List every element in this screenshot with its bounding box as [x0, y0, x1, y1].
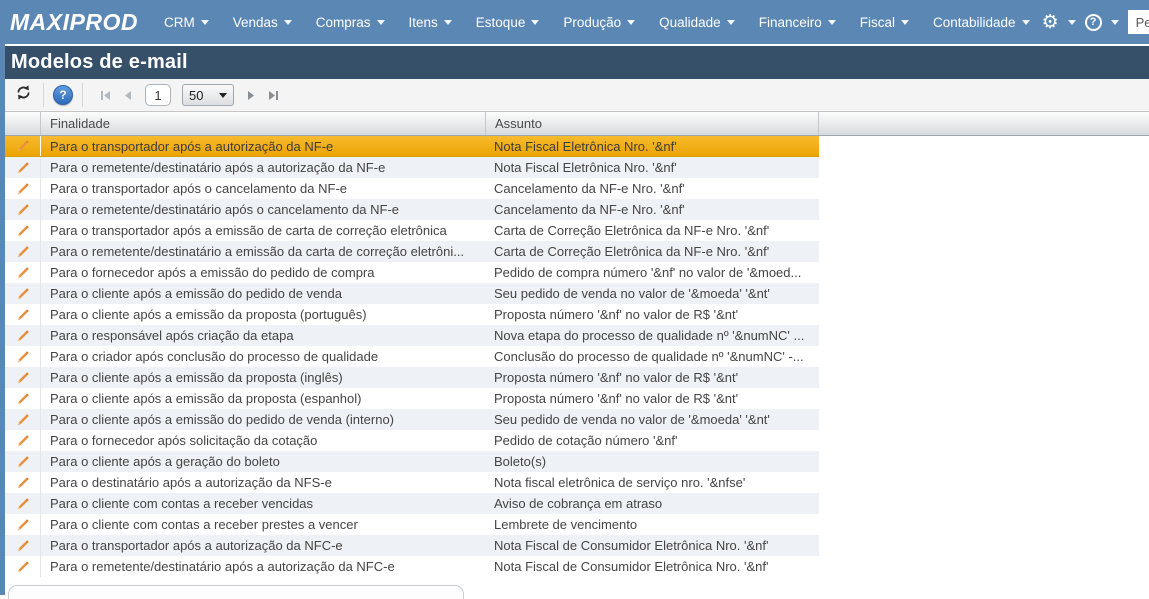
- chevron-down-icon: [1022, 20, 1030, 25]
- page-size-value: 50: [189, 87, 204, 103]
- edit-cell[interactable]: [5, 556, 41, 577]
- page-title: Modelos de e-mail: [11, 51, 188, 73]
- row-assunto: Pedido de cotação número '&nf': [494, 433, 678, 448]
- grid-help-button[interactable]: ?: [53, 85, 73, 105]
- bottom-panel-edge: [8, 585, 464, 599]
- row-finalidade: Para o cliente após a emissão da proposta (português): [50, 307, 367, 322]
- edit-cell[interactable]: [5, 346, 41, 367]
- row-finalidade: Para o responsável após criação da etapa: [50, 328, 294, 343]
- table-row[interactable]: [5, 367, 819, 388]
- column-header-finalidade[interactable]: Finalidade: [41, 112, 486, 135]
- row-finalidade: Para o cliente com contas a receber prestes a vencer: [50, 517, 358, 532]
- table-row[interactable]: [5, 157, 819, 178]
- grid-toolbar: [0, 79, 1149, 112]
- grid-header-row: [5, 112, 1149, 136]
- last-page-button[interactable]: [265, 88, 281, 103]
- menu-item-label: Compras: [315, 14, 371, 30]
- table-row[interactable]: [5, 472, 819, 493]
- menu-item-label: Itens: [408, 14, 438, 30]
- menu-item-itens[interactable]: [397, 0, 464, 44]
- pencil-icon: [16, 329, 30, 343]
- row-assunto: Nota Fiscal Eletrônica Nro. '&nf': [494, 138, 677, 154]
- page-title-bar: [0, 44, 1149, 79]
- row-assunto: Proposta número '&nf' no valor de R$ '&nt': [494, 370, 739, 385]
- table-row[interactable]: [5, 325, 819, 346]
- table-row[interactable]: [5, 220, 819, 241]
- chevron-down-icon: [201, 20, 209, 25]
- column-header-assunto[interactable]: Assunto: [486, 112, 819, 135]
- pencil-icon: [16, 245, 30, 259]
- chevron-down-icon: [444, 20, 452, 25]
- table-row[interactable]: [5, 493, 819, 514]
- row-finalidade: Para o cliente com contas a receber vencidas: [50, 496, 314, 511]
- refresh-button[interactable]: [12, 84, 34, 106]
- row-finalidade: Para o transportador após a autorização da NFC-e: [50, 538, 343, 553]
- row-finalidade: Para o destinatário após a autorização da NFS-e: [50, 475, 332, 490]
- menu-item-label: CRM: [163, 14, 195, 30]
- menu-item-qualidade[interactable]: [647, 0, 747, 44]
- chevron-down-icon: [901, 20, 909, 25]
- column-header-edit[interactable]: [5, 112, 41, 135]
- pencil-icon: [16, 266, 30, 280]
- email-templates-grid: [5, 112, 1149, 577]
- row-assunto: Nota fiscal eletrônica de serviço nro. '&nfse': [494, 475, 746, 490]
- row-assunto: Proposta número '&nf' no valor de R$ '&nt': [494, 391, 739, 406]
- menu-item-crm[interactable]: [152, 0, 221, 44]
- top-navbar: [0, 0, 1149, 44]
- menu-item-label: Qualidade: [659, 14, 721, 30]
- row-assunto: Boleto(s): [494, 454, 547, 469]
- edit-cell[interactable]: [5, 136, 41, 156]
- row-assunto: Cancelamento da NF-e Nro. '&nf': [494, 202, 685, 217]
- menu-item-financeiro[interactable]: [747, 0, 848, 44]
- chevron-down-icon[interactable]: [1068, 20, 1076, 25]
- page-size-select[interactable]: [182, 84, 234, 106]
- main-menu: [152, 0, 1042, 44]
- left-border-strip: [0, 44, 5, 595]
- row-finalidade: Para o transportador após a autorização da NF-e: [50, 138, 334, 154]
- pencil-icon: [16, 560, 30, 574]
- pencil-icon: [16, 455, 30, 469]
- navbar-right-group: [1042, 10, 1149, 34]
- table-row[interactable]: [5, 136, 819, 157]
- row-assunto: Carta de Correção Eletrônica da NF-e Nro. '&nf': [494, 244, 770, 259]
- table-row[interactable]: [5, 451, 819, 472]
- edit-cell[interactable]: [5, 325, 41, 346]
- table-row[interactable]: [5, 535, 819, 556]
- edit-cell[interactable]: [5, 241, 41, 262]
- menu-item-label: Fiscal: [859, 14, 895, 30]
- refresh-icon: [15, 84, 32, 106]
- row-finalidade: Para o remetente/destinatário após o cancelamento da NF-e: [50, 202, 400, 217]
- pencil-icon: [16, 518, 30, 532]
- row-finalidade: Para o criador após conclusão do processo de qualidade: [50, 349, 379, 364]
- table-row[interactable]: [5, 283, 819, 304]
- chevron-down-icon: [531, 20, 539, 25]
- table-row[interactable]: [5, 430, 819, 451]
- row-finalidade: Para o transportador após a emissão de carta de correção eletrônica: [50, 223, 447, 238]
- pencil-icon: [16, 308, 30, 322]
- pencil-icon: [16, 224, 30, 238]
- column-header-filler: [819, 112, 1149, 135]
- chevron-down-icon: [627, 20, 635, 25]
- table-row[interactable]: [5, 514, 819, 535]
- table-row[interactable]: [5, 346, 819, 367]
- chevron-down-icon: [219, 93, 227, 98]
- table-row[interactable]: [5, 199, 819, 220]
- row-finalidade: Para o transportador após o cancelamento da NF-e: [50, 181, 348, 196]
- edit-cell[interactable]: [5, 409, 41, 430]
- menu-item-estoque[interactable]: [464, 0, 552, 44]
- edit-cell[interactable]: [5, 388, 41, 409]
- menu-item-label: Financeiro: [758, 14, 822, 30]
- menu-item-compras[interactable]: [304, 0, 397, 44]
- table-row[interactable]: [5, 262, 819, 283]
- pager: [98, 84, 281, 106]
- edit-cell[interactable]: [5, 199, 41, 220]
- row-finalidade: Para o cliente após a emissão do pedido de venda (interno): [50, 412, 394, 427]
- edit-cell[interactable]: [5, 514, 41, 535]
- pencil-icon: [16, 392, 30, 406]
- menu-item-label: Vendas: [232, 14, 278, 30]
- table-row[interactable]: [5, 304, 819, 325]
- prev-page-button[interactable]: [121, 88, 134, 103]
- row-assunto: Conclusão do processo de qualidade nº '&numNC' -...: [494, 349, 804, 364]
- row-finalidade: Para o cliente após a emissão do pedido de venda: [50, 286, 342, 301]
- row-assunto: Seu pedido de venda no valor de '&moeda' '&nt': [494, 412, 770, 427]
- table-row[interactable]: [5, 241, 819, 262]
- table-row[interactable]: [5, 409, 819, 430]
- pencil-icon: [16, 182, 30, 196]
- row-assunto: Nota Fiscal Eletrônica Nro. '&nf': [494, 160, 677, 175]
- menu-item-producao[interactable]: [551, 0, 647, 44]
- edit-cell[interactable]: [5, 178, 41, 199]
- edit-cell[interactable]: [5, 451, 41, 472]
- table-row[interactable]: [5, 556, 819, 577]
- brand-logo[interactable]: MAXIPROD: [10, 8, 138, 35]
- edit-cell[interactable]: [5, 472, 41, 493]
- pencil-icon: [16, 139, 30, 153]
- edit-cell[interactable]: [5, 367, 41, 388]
- pencil-icon: [16, 350, 30, 364]
- row-assunto: Aviso de cobrança em atraso: [494, 496, 663, 511]
- help-icon[interactable]: ?: [1085, 14, 1102, 31]
- edit-cell[interactable]: [5, 262, 41, 283]
- chevron-down-icon: [284, 20, 292, 25]
- gear-icon[interactable]: ⚙: [1041, 11, 1059, 33]
- edit-cell[interactable]: [5, 304, 41, 325]
- menu-item-contabilidade[interactable]: [921, 0, 1042, 44]
- table-row[interactable]: [5, 388, 819, 409]
- row-finalidade: Para o remetente/destinatário após a autorização da NFC-e: [50, 559, 395, 574]
- table-row[interactable]: [5, 178, 819, 199]
- row-finalidade: Para o cliente após a geração do boleto: [50, 454, 280, 469]
- pencil-icon: [16, 476, 30, 490]
- table-body: [5, 136, 819, 577]
- pencil-icon: [16, 371, 30, 385]
- chevron-down-icon: [377, 20, 385, 25]
- row-assunto: Nota Fiscal de Consumidor Eletrônica Nro. '&nf': [494, 538, 769, 553]
- row-assunto: Nota Fiscal de Consumidor Eletrônica Nro. '&nf': [494, 559, 769, 574]
- chevron-down-icon: [828, 20, 836, 25]
- edit-cell[interactable]: [5, 430, 41, 451]
- chevron-down-icon: [727, 20, 735, 25]
- row-assunto: Carta de Correção Eletrônica da NF-e Nro. '&nf': [494, 223, 770, 238]
- toolbar-divider: [43, 83, 44, 107]
- row-assunto: Seu pedido de venda no valor de '&moeda' '&nt': [494, 286, 770, 301]
- row-assunto: Lembrete de vencimento: [494, 517, 638, 532]
- row-assunto: Nova etapa do processo de qualidade nº '&numNC' ...: [494, 328, 805, 343]
- chevron-down-icon[interactable]: [1111, 20, 1119, 25]
- edit-cell[interactable]: [5, 157, 41, 178]
- next-page-button[interactable]: [245, 88, 258, 103]
- menu-item-vendas[interactable]: [221, 0, 304, 44]
- row-finalidade: Para o cliente após a emissão da proposta (espanhol): [50, 391, 362, 406]
- menu-item-fiscal[interactable]: [848, 0, 921, 44]
- row-finalidade: Para o remetente/destinatário a emissão da carta de correção eletrôni...: [50, 244, 465, 259]
- pencil-icon: [16, 287, 30, 301]
- edit-cell[interactable]: [5, 493, 41, 514]
- pencil-icon: [16, 539, 30, 553]
- page-number-input[interactable]: 1: [145, 84, 171, 106]
- help-search-input[interactable]: [1128, 10, 1149, 34]
- pencil-icon: [16, 497, 30, 511]
- row-finalidade: Para o fornecedor após solicitação da cotação: [50, 433, 318, 448]
- row-assunto: Cancelamento da NF-e Nro. '&nf': [494, 181, 685, 196]
- row-finalidade: Para o fornecedor após a emissão do pedido de compra: [50, 265, 375, 280]
- pencil-icon: [16, 203, 30, 217]
- pencil-icon: [16, 434, 30, 448]
- edit-cell[interactable]: [5, 220, 41, 241]
- menu-item-label: Estoque: [475, 14, 526, 30]
- row-assunto: Pedido de compra número '&nf' no valor de '&moed...: [494, 265, 802, 280]
- pencil-icon: [16, 161, 30, 175]
- edit-cell[interactable]: [5, 535, 41, 556]
- first-page-button[interactable]: [98, 88, 114, 103]
- toolbar-divider: [82, 83, 83, 107]
- menu-item-label: Produção: [563, 14, 622, 30]
- row-assunto: Proposta número '&nf' no valor de R$ '&nt': [494, 307, 739, 322]
- edit-cell[interactable]: [5, 283, 41, 304]
- menu-item-label: Contabilidade: [933, 14, 1016, 30]
- row-finalidade: Para o cliente após a emissão da proposta (inglês): [50, 370, 343, 385]
- pencil-icon: [16, 413, 30, 427]
- row-finalidade: Para o remetente/destinatário após a autorização da NF-e: [50, 160, 386, 175]
